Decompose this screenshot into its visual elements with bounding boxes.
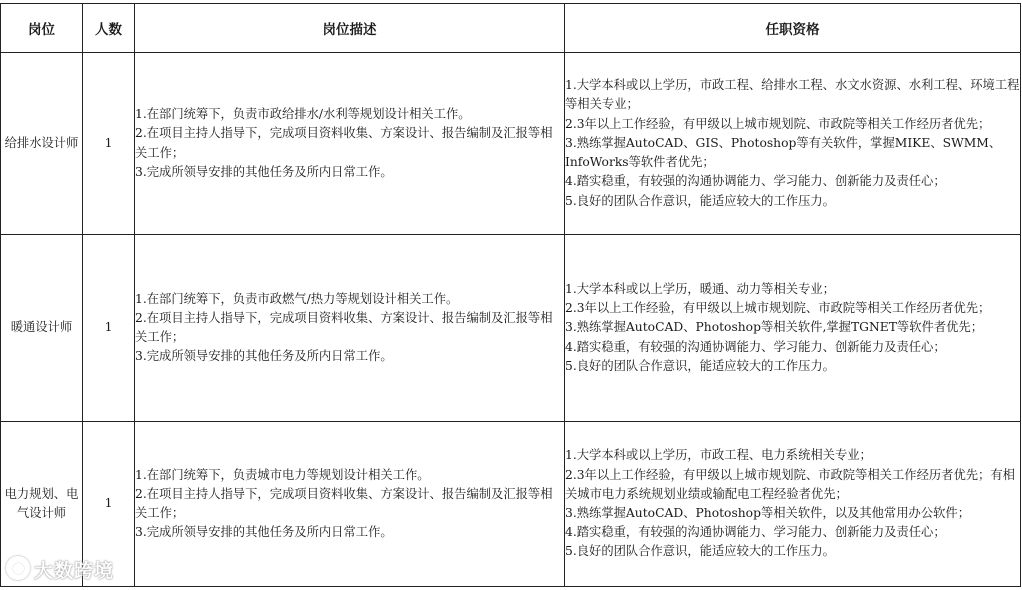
table-header-row xyxy=(1,4,1021,53)
count-cell: 1 xyxy=(83,53,135,235)
header-position: 岗位 xyxy=(1,4,83,53)
description-line: 1.在部门统筹下，负责市政燃气/热力等规划设计相关工作。 xyxy=(135,291,459,306)
watermark-text: 大数跨境 xyxy=(34,560,115,582)
qualifications-cell xyxy=(565,422,1021,587)
watermark xyxy=(6,556,114,583)
description-line: 1.在部门统筹下，负责城市电力等规划设计相关工作。 xyxy=(135,467,430,482)
table-row xyxy=(1,235,1021,422)
qualification-line: 5.良好的团队合作意识，能适应较大的工作压力。 xyxy=(565,358,835,373)
position-cell: 给排水设计师 xyxy=(1,53,83,235)
qualification-line: 4.踏实稳重，有较强的沟通协调能力、学习能力、创新能力及责任心； xyxy=(565,525,946,540)
description-line: 2.在项目主持人指导下，完成项目资料收集、方案设计、报告编制及汇报等相关工作； xyxy=(135,486,553,520)
position-cell: 电力规划、电气设计师 xyxy=(1,422,83,587)
count-cell: 1 xyxy=(83,422,135,587)
description-cell xyxy=(135,53,565,235)
description-line: 3.完成所领导安排的其他任务及所内日常工作。 xyxy=(135,525,393,540)
watermark-logo-icon xyxy=(6,556,30,580)
qualification-line: 2.3年以上工作经验，有甲级以上城市规划院、市政院等相关工作经历者优先； xyxy=(565,301,991,316)
qualification-line: 3.熟练掌握AutoCAD、GIS、Photoshop等有关软件，掌握MIKE、SWMM、InfoWorks等软件者优先； xyxy=(565,135,1002,170)
qualification-line: 3.熟练掌握AutoCAD、Photoshop等相关软件，以及其他常用办公软件； xyxy=(565,506,971,520)
description-cell xyxy=(135,235,565,422)
job-table xyxy=(0,3,1021,587)
qualification-line: 5.良好的团队合作意识，能适应较大的工作压力。 xyxy=(565,544,835,559)
qualification-line: 1.大学本科或以上学历，暖通、动力等相关专业； xyxy=(565,281,835,296)
description-line: 3.完成所领导安排的其他任务及所内日常工作。 xyxy=(135,349,393,364)
description-line: 2.在项目主持人指导下，完成项目资料收集、方案设计、报告编制及汇报等相关工作； xyxy=(135,126,553,160)
description-cell xyxy=(135,422,565,587)
qualification-line: 3.熟练掌握AutoCAD、Photoshop等相关软件,掌握TGNET等软件者优先； xyxy=(565,320,983,335)
qualifications-cell xyxy=(565,53,1021,235)
qualification-line: 5.良好的团队合作意识，能适应较大的工作压力。 xyxy=(565,193,835,208)
qualification-line: 1.大学本科或以上学历，市政工程、电力系统相关专业； xyxy=(565,448,872,463)
header-count: 人数 xyxy=(83,4,135,53)
position-cell: 暖通设计师 xyxy=(1,235,83,422)
description-line: 2.在项目主持人指导下，完成项目资料收集、方案设计、报告编制及汇报等相关工作； xyxy=(135,310,553,344)
qualification-line: 4.踏实稳重，有较强的沟通协调能力、学习能力、创新能力及责任心； xyxy=(565,174,946,189)
table-row xyxy=(1,53,1021,235)
qualification-line: 2.3年以上工作经验，有甲级以上城市规划院、市政院等相关工作经历者优先； xyxy=(565,116,991,131)
qualification-line: 1.大学本科或以上学历，市政工程、给排水工程、水文水资源、水利工程、环境工程等相关专业； xyxy=(565,78,1020,112)
description-line: 1.在部门统筹下，负责市政给排水/水利等规划设计相关工作。 xyxy=(135,107,471,122)
qualification-line: 4.踏实稳重，有较强的沟通协调能力、学习能力、创新能力及责任心； xyxy=(565,339,946,354)
qualifications-cell xyxy=(565,235,1021,422)
table-row xyxy=(1,422,1021,587)
count-cell: 1 xyxy=(83,235,135,422)
description-line: 3.完成所领导安排的其他任务及所内日常工作。 xyxy=(135,164,393,179)
qualification-line: 2.3年以上工作经验，有甲级以上城市规划院、市政院等相关工作经历者优先；有相关城市电力系统规划业绩或输配电工程经验者优先； xyxy=(565,467,1015,501)
header-description: 岗位描述 xyxy=(135,4,565,53)
header-qualifications: 任职资格 xyxy=(565,4,1021,53)
